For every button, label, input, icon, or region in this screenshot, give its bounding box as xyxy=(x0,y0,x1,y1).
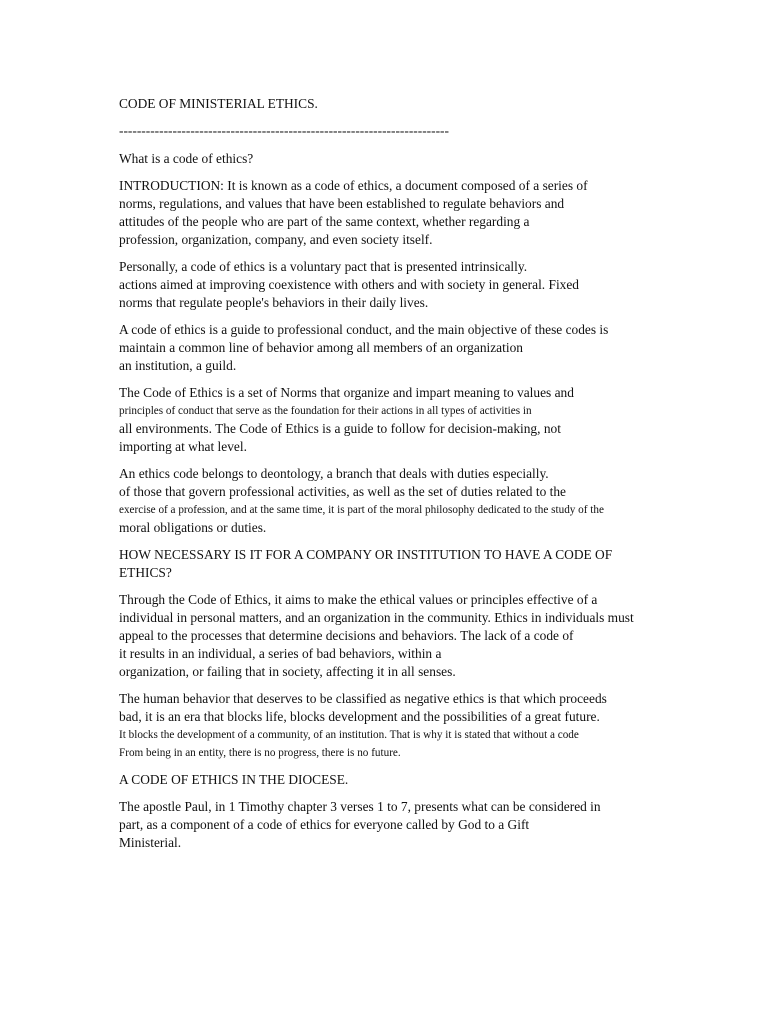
paragraph-introduction xyxy=(119,177,659,249)
paragraph-line: part, as a component of a code of ethics for everyone called by God to a Gift xyxy=(119,817,530,832)
paragraph-line: norms, regulations, and values that have been established to regulate behaviors and xyxy=(119,196,565,211)
paragraph-line: A code of ethics is a guide to professional conduct, and the main objective of these codes is xyxy=(119,322,609,337)
paragraph-line: attitudes of the people who are part of the same context, whether regarding a xyxy=(119,214,530,229)
paragraph-line: Through the Code of Ethics, it aims to make the ethical values or principles effective of a xyxy=(119,592,598,607)
paragraph-norms xyxy=(119,384,659,456)
paragraph-apostle-paul xyxy=(119,798,659,852)
paragraph-line: The Code of Ethics is a set of Norms that organize and impart meaning to values and xyxy=(119,385,574,400)
paragraph-deontology xyxy=(119,465,659,537)
paragraph-line: organization, or failing that in society, affecting it in all senses. xyxy=(119,664,456,679)
paragraph-personally xyxy=(119,258,659,312)
paragraph-line: It blocks the development of a community, of an institution. That is why it is stated that without a code xyxy=(119,729,579,741)
paragraph-line: The apostle Paul, in 1 Timothy chapter 3 verses 1 to 7, presents what can be considered in xyxy=(119,799,601,814)
paragraph-line: exercise of a profession, and at the same time, it is part of the moral philosophy dedicated to the study of the xyxy=(119,504,604,516)
paragraph-line: of those that govern professional activities, as well as the set of duties related to the xyxy=(119,484,566,499)
paragraph-line: An ethics code belongs to deontology, a branch that deals with duties especially. xyxy=(119,466,549,481)
paragraph-line: importing at what level. xyxy=(119,439,247,454)
section-question: What is a code of ethics? xyxy=(119,151,254,166)
heading-line: HOW NECESSARY IS IT FOR A COMPANY OR INSTITUTION TO HAVE A CODE OF xyxy=(119,547,613,562)
paragraph-line: INTRODUCTION: It is known as a code of ethics, a document composed of a series of xyxy=(119,178,588,193)
paragraph-line: maintain a common line of behavior among all members of an organization xyxy=(119,340,523,355)
paragraph-line: The human behavior that deserves to be classified as negative ethics is that which proceeds xyxy=(119,691,607,706)
paragraph-line: Personally, a code of ethics is a voluntary pact that is presented intrinsically. xyxy=(119,259,528,274)
paragraph-line: actions aimed at improving coexistence with others and with society in general. Fixed xyxy=(119,277,579,292)
document-title: CODE OF MINISTERIAL ETHICS. xyxy=(119,96,318,111)
document-page xyxy=(119,95,659,861)
paragraph-line: From being in an entity, there is no progress, there is no future. xyxy=(119,747,401,759)
paragraph-negative-ethics xyxy=(119,690,659,762)
paragraph-line: bad, it is an era that blocks life, blocks development and the possibilities of a great future. xyxy=(119,709,600,724)
paragraph-line: an institution, a guild. xyxy=(119,358,237,373)
paragraph-line: all environments. The Code of Ethics is a guide to follow for decision-making, not xyxy=(119,421,561,436)
heading-line: A CODE OF ETHICS IN THE DIOCESE. xyxy=(119,772,349,787)
paragraph-line: it results in an individual, a series of bad behaviors, within a xyxy=(119,646,442,661)
paragraph-line: principles of conduct that serve as the foundation for their actions in all types of activities in xyxy=(119,405,532,417)
paragraph-line: profession, organization, company, and even society itself. xyxy=(119,232,433,247)
section-heading-diocese xyxy=(119,771,659,789)
paragraph-line: appeal to the processes that determine decisions and behaviors. The lack of a code of xyxy=(119,628,574,643)
paragraph-line: Ministerial. xyxy=(119,835,182,850)
separator-rule: -------------------------------------------------------------------------- xyxy=(119,123,449,138)
paragraph-through-code xyxy=(119,591,659,681)
paragraph-guide xyxy=(119,321,659,375)
paragraph-line: moral obligations or duties. xyxy=(119,520,267,535)
paragraph-line: norms that regulate people's behaviors in their daily lives. xyxy=(119,295,429,310)
heading-line: ETHICS? xyxy=(119,565,172,580)
paragraph-line: individual in personal matters, and an organization in the community. Ethics in individuals must xyxy=(119,610,634,625)
section-heading-necessity xyxy=(119,546,659,582)
